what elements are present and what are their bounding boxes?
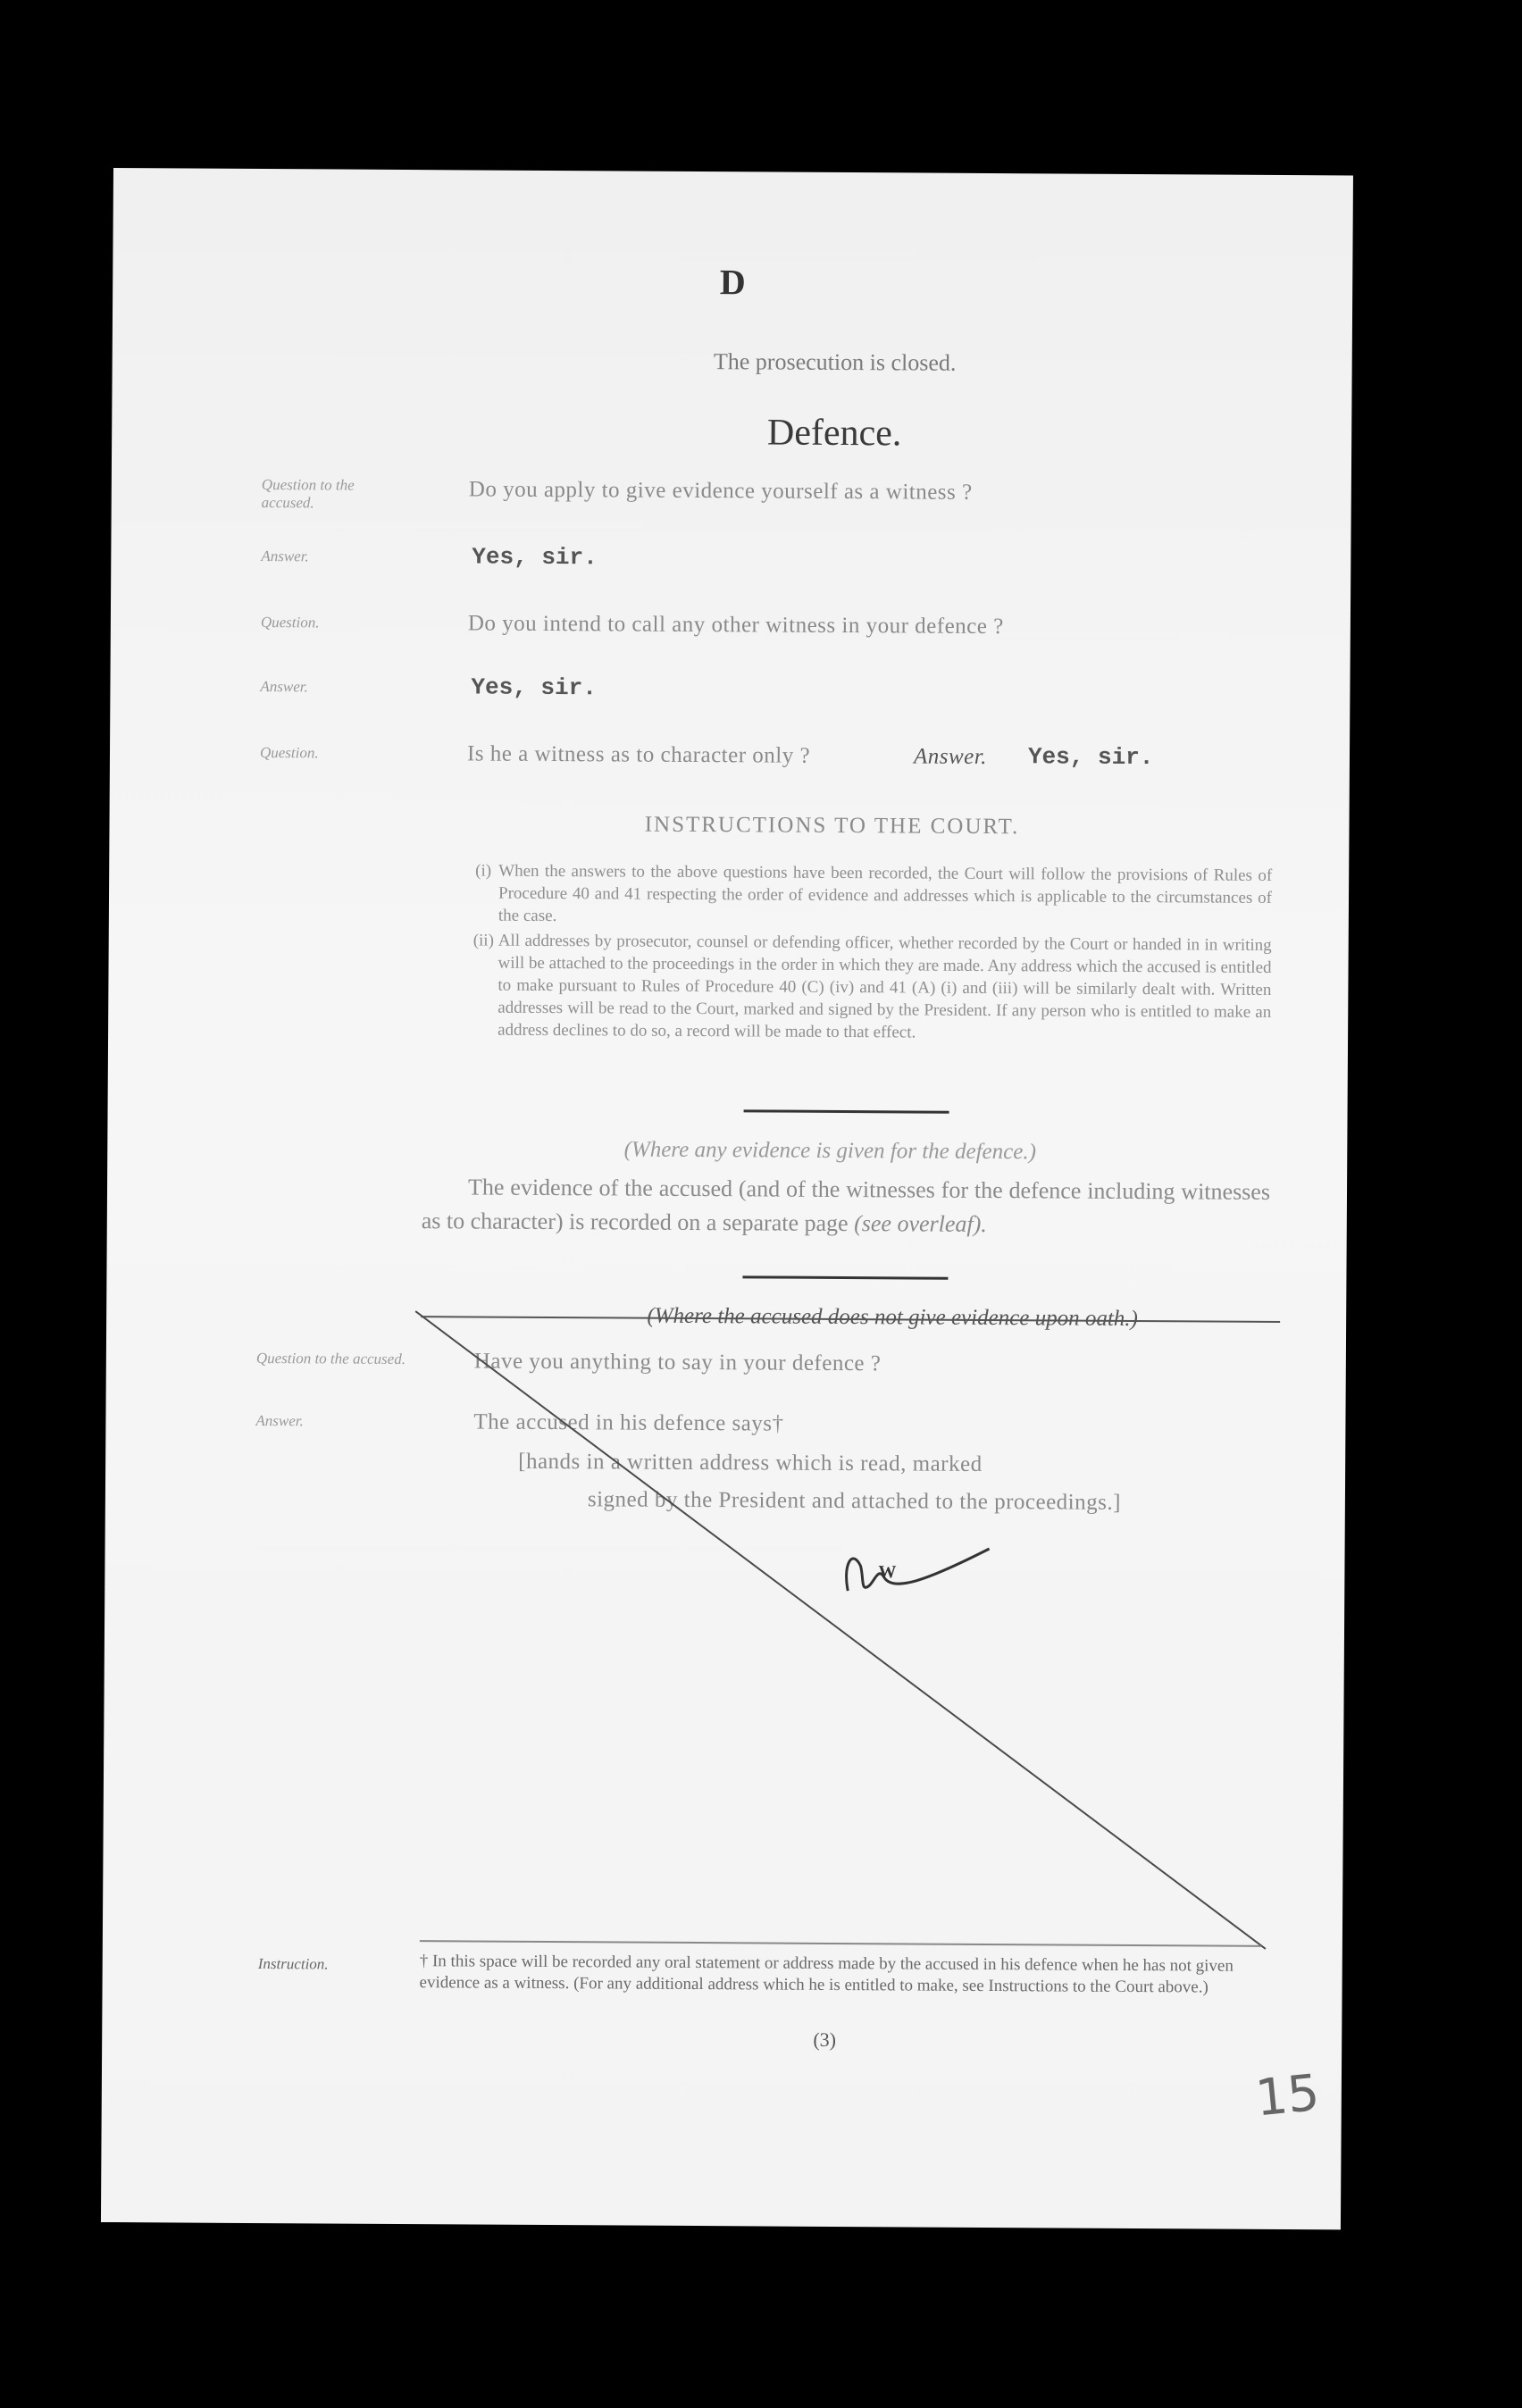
no-oath-answer: The accused in his defence says† [473,1409,784,1436]
page-number: (3) [813,2028,837,2051]
instruction-num: (i) [475,861,492,881]
no-oath-question-label: Question to the accused. [255,1350,406,1368]
folio-number: 15 [1252,2063,1323,2128]
prosecution-closed: The prosecution is closed. [713,348,957,376]
evidence-heading: (Where any evidence is given for the defence.) [623,1137,1037,1165]
instruction-text: When the answers to the above questions have been recorded, the Court will follow the provisions of Rules of Procedure 40 and 41 respecting the order of evidence and addresses which is applicable to the circumstances of the case. [498,861,1273,926]
inline-answer-label: Answer. [913,744,988,769]
qa-label: Question. [260,614,320,631]
qa-answer: Yes, sir. [471,673,597,702]
instruction-text: All addresses by prosecutor, counsel or defending officer, whether recorded by the Court or handed in in writing will be attached to the proceedings in the order in which they are made. Any address which the accused is entitled to make pursuant to Rules of Procedure 40 (C) (iv) and 41 (A) (i) and (iii) will be similarly dealt with. Written addresses will be read to the Court, marked and signed by the President. If any person who is entitled to make an address declines to do so, a record will be made to that effect. [498,931,1272,1042]
qa-label: Question to the accused. [261,476,355,512]
no-oath-answer-label: Answer. [255,1412,304,1430]
qa-label: Answer. [260,678,308,696]
footer-label: Instruction. [257,1955,329,1973]
bracket-line-1: [hands in a written address which is read, marked [518,1449,983,1476]
cancellation-line [101,168,1353,2229]
page-title: Defence. [766,412,902,455]
no-oath-question: Have you anything to say in your defence ? [473,1349,882,1376]
qa-answer: Yes, sir. [472,543,598,572]
page-letter: D [719,262,746,303]
no-oath-heading: (Where the accused does not give evidence upon oath.) [647,1303,1139,1332]
qa-question: Do you apply to give evidence yourself as a witness ? [468,477,973,505]
instruction-num: (ii) [472,931,495,950]
evidence-text-main: The evidence of the accused (and of the witnesses for the defence including witnesses as to character) is recorded on a separate page [421,1174,1271,1237]
document-page [101,168,1353,2229]
instructions-heading: INSTRUCTIONS TO THE COURT. [644,812,1020,840]
initials-signature: W [878,1562,897,1583]
qa-label: Question. [259,744,319,762]
qa-label: Answer. [261,548,309,565]
footer-note: † In this space will be recorded any oral statement or address made by the accused in his defence when he has not given evidence as a witness. (For any additional address which he is entitled to make, see Instructions to the Court above.) [419,1952,1233,1997]
inline-answer: Yes, sir. [1027,743,1154,772]
qa-question: Is he a witness as to character only ? [466,741,811,768]
qa-question: Do you intend to call any other witness in your defence ? [467,611,1004,640]
evidence-text-see: (see overleaf). [854,1210,987,1237]
bracket-line-2: signed by the President and attached to the proceedings.] [587,1487,1122,1515]
